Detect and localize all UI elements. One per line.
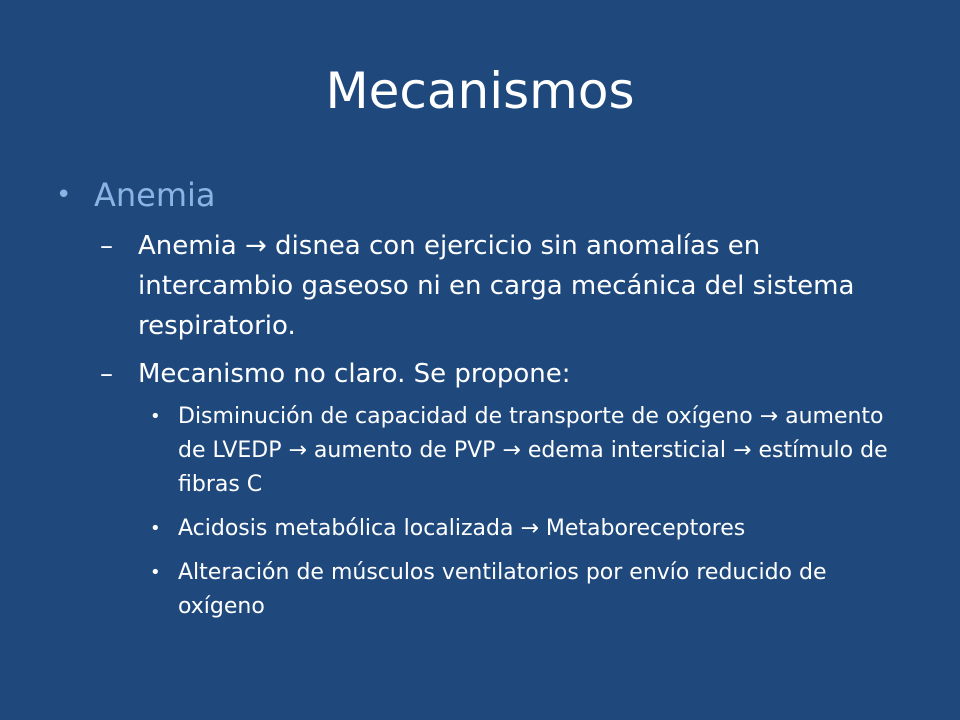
bullet-icon: • [56, 180, 72, 210]
bullet-icon: • [150, 406, 161, 427]
bullet-icon: • [150, 562, 161, 583]
bullet-level3-item [150, 512, 916, 546]
bullet-level3-text: Alteración de músculos ventilatorios por envío reducido de oxígeno [178, 560, 827, 619]
dash-icon: – [100, 231, 113, 261]
bullet-level3-item [150, 400, 916, 502]
bullet-level2-text: Mecanismo no claro. Se propone: [138, 359, 571, 389]
bullet-level1-text: Anemia [94, 176, 216, 214]
bullet-icon: • [150, 518, 161, 539]
slide-title: Mecanismos [325, 62, 635, 120]
bullet-level3-text: Acidosis metabólica localizada → Metaboreceptores [178, 516, 746, 541]
slide-content [56, 172, 916, 624]
bullet-level3-item [150, 556, 916, 624]
bullet-level1 [56, 172, 916, 218]
bullet-level2-item [100, 354, 916, 394]
dash-icon: – [100, 359, 113, 389]
bullet-level3-text: Disminución de capacidad de transporte de oxígeno → aumento de LVEDP → aumento de PVP → edema intersticial → estímulo de fibras C [178, 404, 888, 497]
bullet-level2-text: Anemia → disnea con ejercicio sin anomalías en intercambio gaseoso ni en carga mecánica del sistema respiratorio. [138, 231, 855, 341]
bullet-level2-item [100, 226, 916, 346]
